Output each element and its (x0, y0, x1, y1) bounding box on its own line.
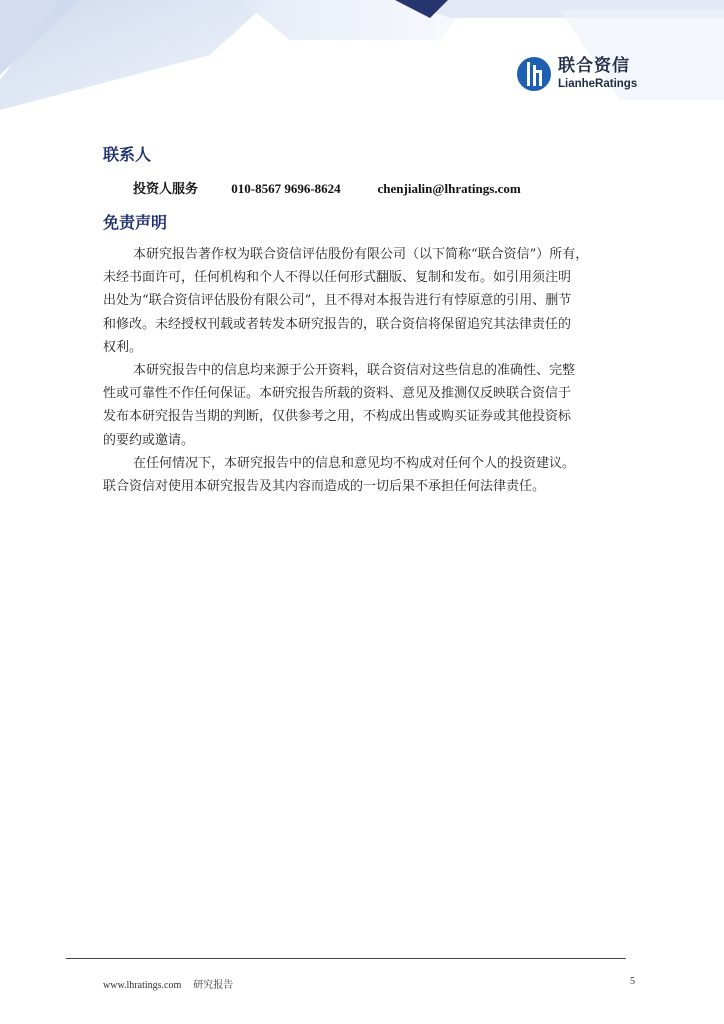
footer-website[interactable]: www.lhratings.com (103, 980, 182, 991)
brand-logo (516, 56, 637, 92)
disclaimer-line: 未经书面许可，任何机构和个人不得以任何形式翻版、复制和发布。如引用须注明 (103, 270, 572, 286)
disclaimer-line: 本研究报告著作权为联合资信评估股份有限公司（以下简称“联合资信”）所有， (133, 247, 589, 262)
disclaimer-line: 出处为“联合资信评估股份有限公司”，且不得对本报告进行有悖原意的引用、删节 (103, 293, 572, 309)
disclaimer-line: 联合资信对使用本研究报告及其内容而造成的一切后果不承担任何法律责任。 (103, 479, 546, 495)
disclaimer-line: 的要约或邀请。 (103, 432, 195, 448)
disclaimer-heading: 免责声明 (103, 213, 168, 232)
contact-email[interactable]: chenjialin@lhratings.com (377, 181, 521, 196)
contact-phone: 010-8567 9696-8624 (231, 181, 341, 196)
disclaimer-line: 本研究报告中的信息均来源于公开资料，联合资信对这些信息的准确性、完整 (133, 363, 576, 379)
disclaimer-line: 发布本研究报告当期的判断，仅供参考之用，不构成出售或购买证券或其他投资标 (103, 409, 572, 425)
header-decoration (0, 0, 724, 110)
lianhe-logo-icon (516, 56, 552, 92)
disclaimer-line: 权利。 (103, 339, 143, 355)
disclaimer-line: 在任何情况下，本研究报告中的信息和意见均不构成对任何个人的投资建议。 (133, 455, 576, 471)
disclaimer-line: 和修改。未经授权刊载或者转发本研究报告的，联合资信将保留追究其法律责任的 (103, 316, 572, 332)
contact-heading: 联系人 (103, 145, 152, 164)
disclaimer-line: 性或可靠性不作任何保证。本研究报告所载的资料、意见及推测仅反映联合资信于 (103, 386, 572, 402)
footer-left (103, 976, 233, 991)
brand-name-cn: 联合资信 (558, 55, 630, 76)
footer-divider (66, 958, 626, 959)
page-number: 5 (630, 976, 635, 987)
disclaimer-body (103, 243, 638, 498)
contact-row (133, 178, 521, 197)
brand-name-en: LianheRatings (558, 77, 638, 90)
contact-label: 投资人服务 (133, 182, 199, 197)
footer-doc-type: 研究报告 (193, 980, 234, 991)
